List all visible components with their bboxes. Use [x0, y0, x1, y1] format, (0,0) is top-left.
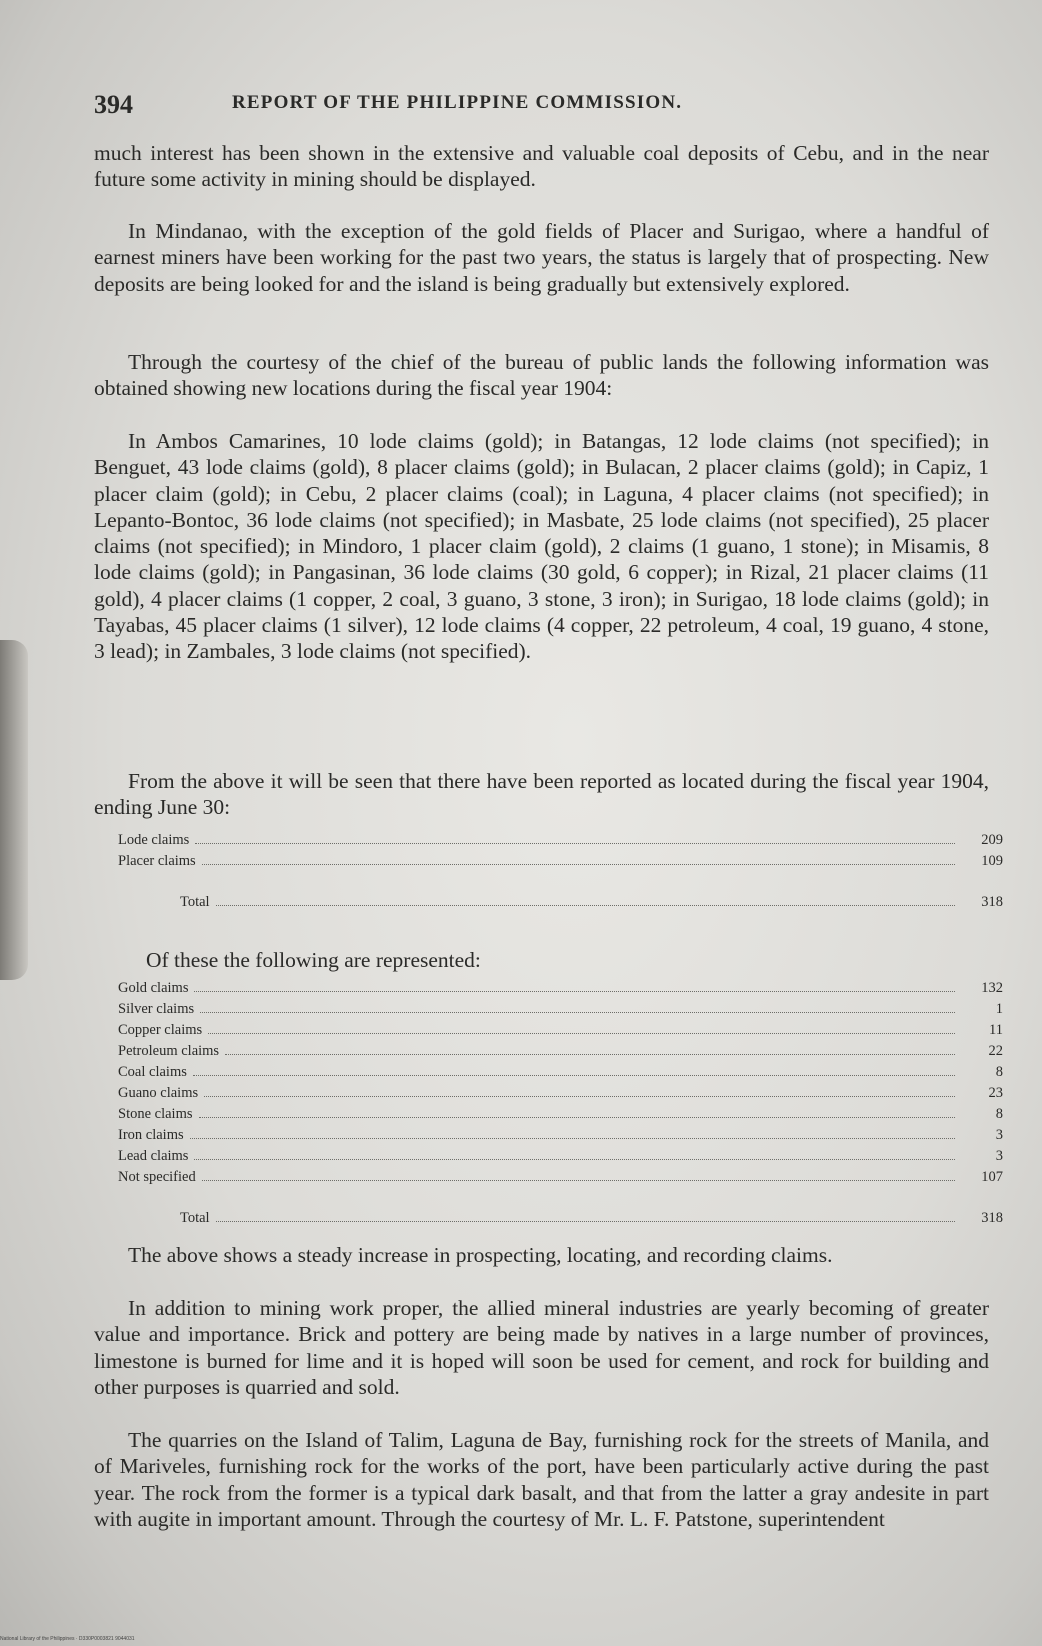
claims-by-mineral-table	[118, 976, 1003, 1227]
table-row: Silver claims 1	[118, 1001, 1003, 1017]
paragraph-5: From the above it will be seen that there have been reported as located during the fiscal year 1904, ending June 30:	[94, 769, 989, 820]
table-row: Coal claims 8	[118, 1064, 1003, 1080]
table-row: Lode claims 209	[118, 832, 1003, 848]
total-row: Total 318	[180, 894, 1003, 910]
table-row: Guano claims 23	[118, 1085, 1003, 1101]
table-row: Petroleum claims 22	[118, 1043, 1003, 1059]
scan-footer: National Library of the Philippines · D330P0003821 9044031	[0, 1636, 135, 1642]
subheading: Of these the following are represented:	[146, 948, 481, 972]
table-row: Gold claims 132	[118, 980, 1003, 996]
page-number: 394	[94, 90, 133, 119]
paragraph-4: In Ambos Camarines, 10 lode claims (gold); in Batangas, 12 lode claims (not specified); in Benguet, 43 lode claims (gold), 8 placer claims (gold); in Bulacan, 2 placer claims (gold); in Capiz, 1 placer claim (gold); in Cebu, 2 placer claims (coal); in Laguna, 4 placer claims (not specified); in Lepanto-Bontoc, 36 lode claims (not specified); in Masbate, 25 lode claims (not specified), 25 placer claims (not specified); in Mindoro, 1 placer claim (gold), 2 claims (1 guano, 1 stone); in Misamis, 8 lode claims (gold); in Pangasinan, 36 lode claims (30 gold, 6 copper); in Rizal, 21 placer claims (11 gold), 4 placer claims (1 copper, 2 coal, 3 guano, 3 stone, 3 iron); in Surigao, 18 lode claims (gold); in Tayabas, 45 placer claims (1 silver), 12 lode claims (4 copper, 22 petroleum, 4 coal, 19 guano, 4 stone, 3 lead); in Zambales, 3 lode claims (not specified).	[94, 429, 989, 664]
total-row: Total 318	[180, 1210, 1003, 1226]
table-row: Stone claims 8	[118, 1106, 1003, 1122]
table-row: Iron claims 3	[118, 1127, 1003, 1143]
paragraph-7: In addition to mining work proper, the allied mineral industries are yearly becoming of greater value and importance. Brick and pottery are being made by natives in a large number of provinces, limestone is burned for lime and it is hoped will soon be used for cement, and rock for building and other purposes is quarried and sold.	[94, 1296, 989, 1399]
table-row: Copper claims 11	[118, 1022, 1003, 1038]
paragraph-6: The above shows a steady increase in prospecting, locating, and recording claims.	[128, 1243, 833, 1267]
binding-edge	[0, 640, 28, 980]
table-row: Placer claims 109	[118, 853, 1003, 869]
table-row: Lead claims 3	[118, 1148, 1003, 1164]
running-header	[94, 90, 854, 124]
paragraph-2: In Mindanao, with the exception of the gold fields of Placer and Surigao, where a handful of earnest miners have been working for the past two years, the status is largely that of prospecting. New deposits are being looked for and the island is being gradually but extensively explored.	[94, 219, 989, 296]
table-row: Not specified 107	[118, 1169, 1003, 1185]
paragraph-3: Through the courtesy of the chief of the bureau of public lands the following information was obtained showing new locations during the fiscal year 1904:	[94, 350, 989, 401]
paragraph-1: much interest has been shown in the extensive and valuable coal deposits of Cebu, and in the near future some activity in mining should be displayed.	[94, 141, 989, 192]
claims-by-type-table	[118, 828, 1003, 911]
running-title: REPORT OF THE PHILIPPINE COMMISSION.	[232, 92, 683, 113]
paragraph-8: The quarries on the Island of Talim, Laguna de Bay, furnishing rock for the streets of Manila, and of Mariveles, furnishing rock for the works of the port, have been particularly active during the past year. The rock from the former is a typical dark basalt, and that from the latter a gray andesite in part with augite in important amount. Through the courtesy of Mr. L. F. Patstone, superintendent	[94, 1428, 989, 1531]
